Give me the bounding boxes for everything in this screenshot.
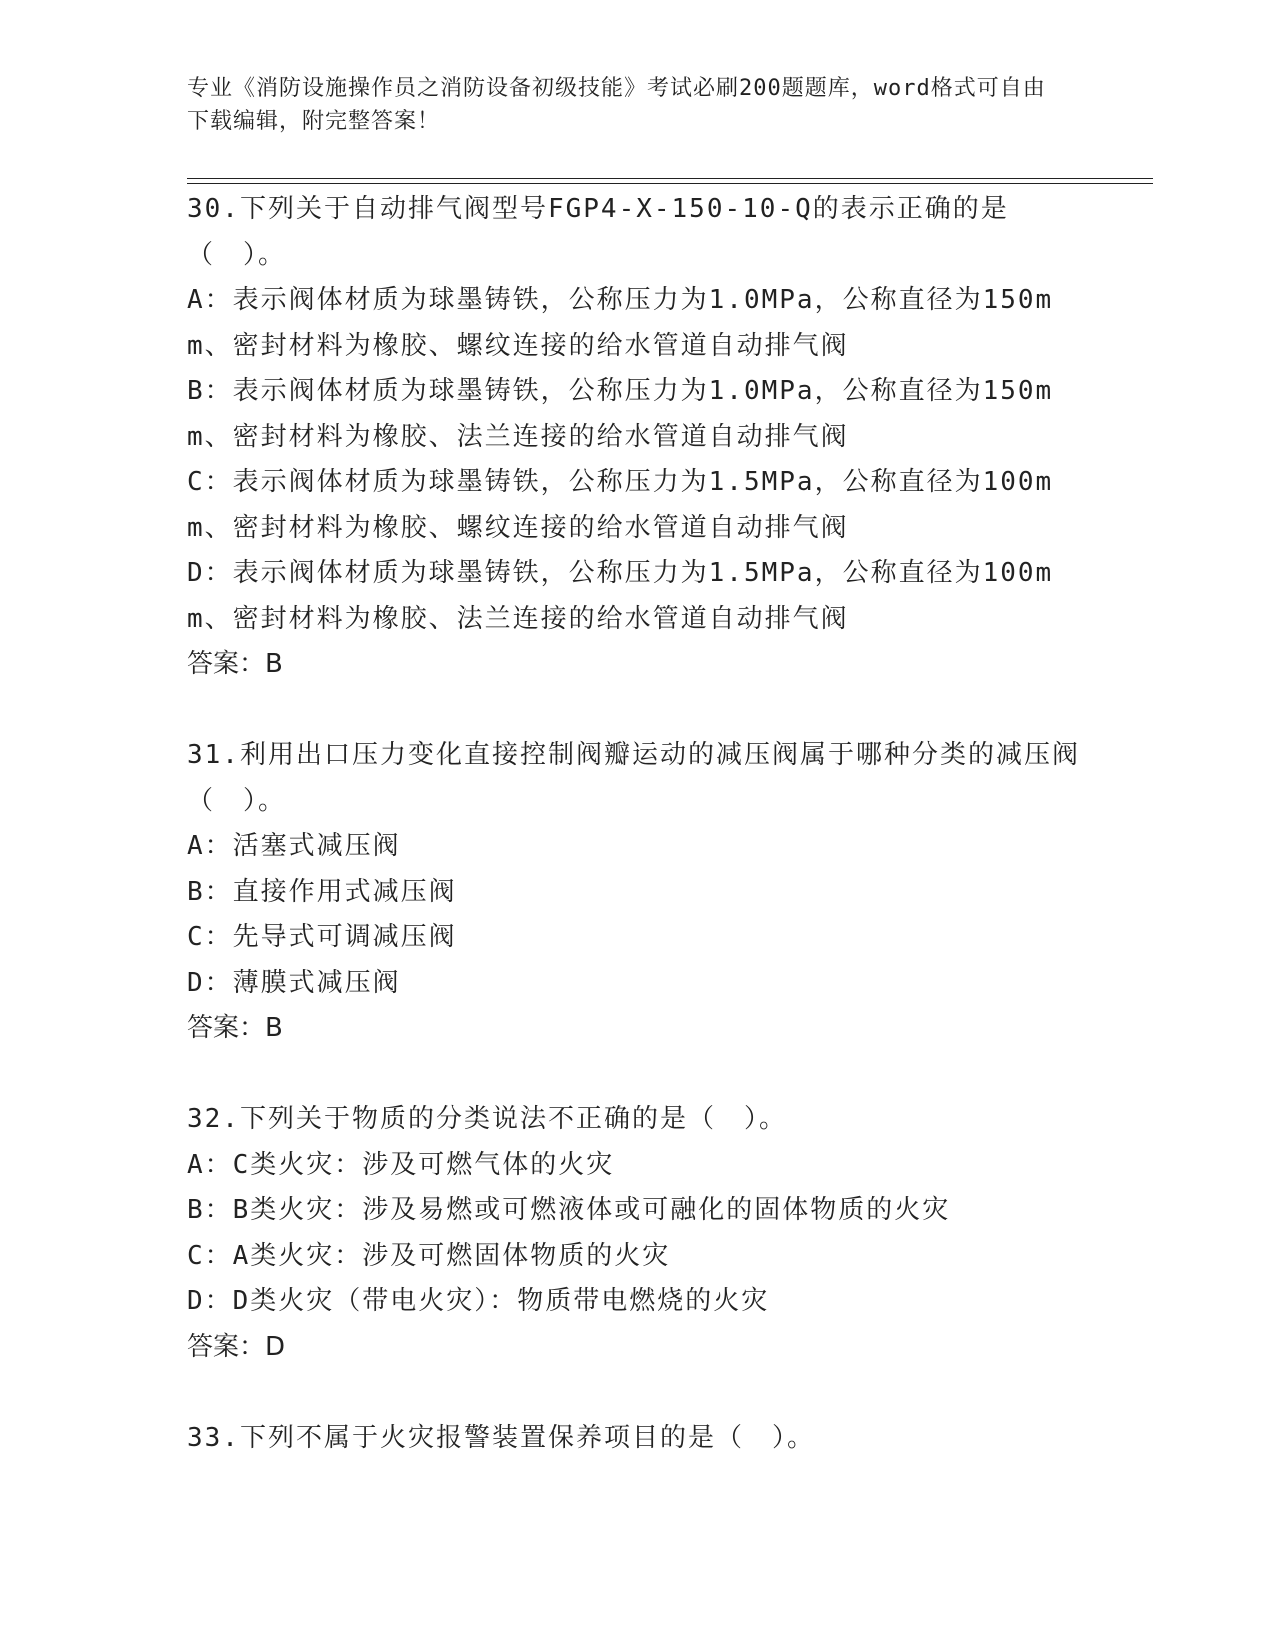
question-title: 32.下列关于物质的分类说法不正确的是（ ）。 [187, 1104, 787, 1134]
header-divider-top [187, 178, 1153, 179]
question-30 [187, 187, 1087, 688]
option-a: A：活塞式减压阀 [187, 831, 401, 861]
option-c: C：表示阀体材质为球墨铸铁，公称压力为1.5MPa，公称直径为100mm、密封材料为橡胶、螺纹连接的给水管道自动排气阀 [187, 467, 1054, 543]
option-b: B：直接作用式减压阀 [187, 876, 457, 907]
option-d: D：D类火灾（带电火灾）：物质带电燃烧的火灾 [187, 1286, 770, 1316]
option-c: C：先导式可调减压阀 [187, 922, 457, 952]
option-d: D：表示阀体材质为球墨铸铁，公称压力为1.5MPa，公称直径为100mm、密封材料为橡胶、法兰连接的给水管道自动排气阀 [187, 558, 1054, 634]
answer: 答案：D [187, 1331, 286, 1362]
option-b: B：B类火灾：涉及易燃或可燃液体或可融化的固体物质的火灾 [187, 1195, 951, 1225]
question-title: 30.下列关于自动排气阀型号FGP4-X-150-10-Q的表示正确的是（ ）。 [187, 194, 1009, 270]
option-a: A：表示阀体材质为球墨铸铁，公称压力为1.0MPa，公称直径为150mm、密封材料为橡胶、螺纹连接的给水管道自动排气阀 [187, 285, 1054, 361]
question-list [187, 187, 1087, 1507]
option-a: A：C类火灾：涉及可燃气体的火灾 [187, 1149, 615, 1180]
question-title: 31.利用出口压力变化直接控制阀瓣运动的减压阀属于哪种分类的减压阀（ ）。 [187, 740, 1080, 816]
question-title: 33.下列不属于火灾报警装置保养项目的是（ ）。 [187, 1422, 815, 1453]
option-b: B：表示阀体材质为球墨铸铁，公称压力为1.0MPa，公称直径为150mm、密封材料为橡胶、法兰连接的给水管道自动排气阀 [187, 376, 1054, 452]
document-header: 专业《消防设施操作员之消防设备初级技能》考试必刷200题题库，word格式可自由下载编辑，附完整答案！ [187, 76, 1046, 134]
question-32 [187, 1097, 1087, 1370]
answer: 答案：B [187, 1013, 283, 1043]
question-33 [187, 1416, 1087, 1462]
option-d: D：薄膜式减压阀 [187, 967, 401, 998]
answer: 答案：B [187, 649, 283, 679]
header-divider-bottom [187, 183, 1153, 184]
question-31 [187, 733, 1087, 1052]
option-c: C：A类火灾：涉及可燃固体物质的火灾 [187, 1240, 671, 1271]
